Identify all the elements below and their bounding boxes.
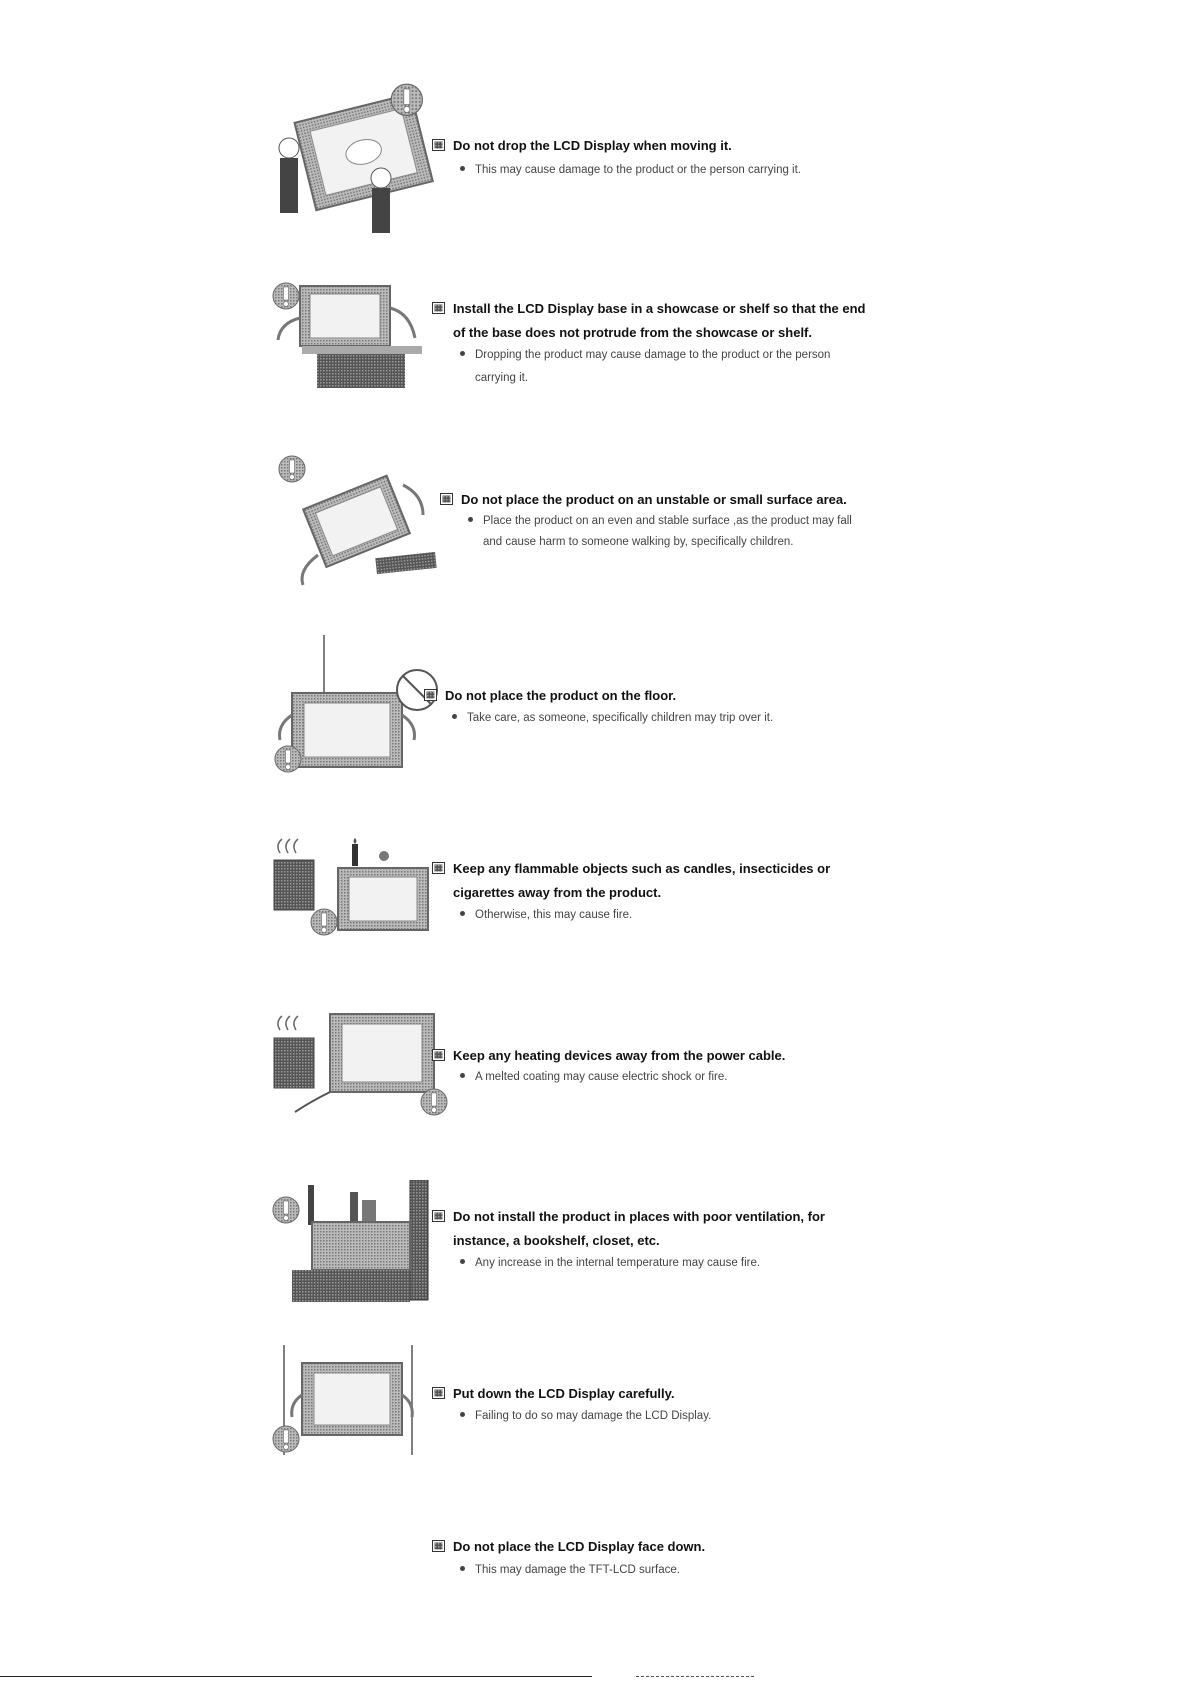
- square-bullet-icon: [432, 1387, 445, 1399]
- item-heading: Do not place the product on an unstable or small surface area.: [440, 488, 847, 512]
- item-heading: Do not drop the LCD Display when moving it.: [432, 134, 732, 158]
- carry-display-illustration: [270, 78, 460, 238]
- footer-rule: [0, 1676, 592, 1677]
- heater-near-cable-illustration: [272, 1008, 457, 1133]
- bookshelf-install-illustration: [272, 1180, 447, 1305]
- display-on-shelf-illustration: [272, 268, 427, 398]
- item-bullet: This may cause damage to the product or the person carrying it.: [460, 160, 801, 180]
- item-bullet-continued: carrying it.: [475, 372, 529, 384]
- square-bullet-icon: [432, 862, 445, 874]
- bullet-dot-icon: [460, 1412, 465, 1417]
- item-bullet-continued: and cause harm to someone walking by, specifically children.: [483, 536, 794, 548]
- item-heading: Put down the LCD Display carefully.: [432, 1382, 675, 1406]
- square-bullet-icon: [424, 689, 437, 701]
- bullet-dot-icon: [460, 351, 465, 356]
- item-bullet: Dropping the product may cause damage to the product or the person: [460, 345, 830, 365]
- item-heading: Keep any flammable objects such as candles, insecticides or: [432, 857, 830, 881]
- tipping-display-illustration: [278, 455, 448, 595]
- item-heading-continued: cigarettes away from the product.: [453, 885, 662, 900]
- item-bullet: Failing to do so may damage the LCD Display.: [460, 1406, 711, 1426]
- bullet-dot-icon: [460, 1566, 465, 1571]
- bullet-dot-icon: [468, 517, 473, 522]
- bullet-dot-icon: [460, 1259, 465, 1264]
- bullet-dot-icon: [460, 166, 465, 171]
- square-bullet-icon: [432, 139, 445, 151]
- item-heading: Install the LCD Display base in a showcase or shelf so that the end: [432, 297, 866, 321]
- item-heading-continued: instance, a bookshelf, closet, etc.: [453, 1233, 660, 1248]
- square-bullet-icon: [432, 1210, 445, 1222]
- item-bullet: This may damage the TFT-LCD surface.: [460, 1560, 680, 1580]
- lowering-display-illustration: [272, 1345, 457, 1470]
- flammable-objects-illustration: [272, 838, 457, 963]
- item-heading: Keep any heating devices away from the power cable.: [432, 1044, 785, 1068]
- item-bullet: Otherwise, this may cause fire.: [460, 905, 632, 925]
- bullet-dot-icon: [460, 1073, 465, 1078]
- item-heading-continued: of the base does not protrude from the showcase or shelf.: [453, 325, 812, 340]
- item-bullet: Place the product on an even and stable surface ,as the product may fall: [468, 511, 852, 531]
- footer-dashed-rule: [636, 1676, 756, 1677]
- item-bullet: Any increase in the internal temperature may cause fire.: [460, 1253, 760, 1273]
- item-heading: Do not place the product on the floor.: [424, 684, 676, 708]
- item-bullet: A melted coating may cause electric shock or fire.: [460, 1067, 727, 1087]
- item-heading: Do not place the LCD Display face down.: [432, 1535, 705, 1559]
- square-bullet-icon: [440, 493, 453, 505]
- square-bullet-icon: [432, 1049, 445, 1061]
- item-bullet: Take care, as someone, specifically children may trip over it.: [452, 708, 773, 728]
- square-bullet-icon: [432, 1540, 445, 1552]
- bullet-dot-icon: [460, 911, 465, 916]
- display-on-floor-illustration: [272, 635, 452, 785]
- bullet-dot-icon: [452, 714, 457, 719]
- square-bullet-icon: [432, 302, 445, 314]
- item-heading: Do not install the product in places with poor ventilation, for: [432, 1205, 825, 1229]
